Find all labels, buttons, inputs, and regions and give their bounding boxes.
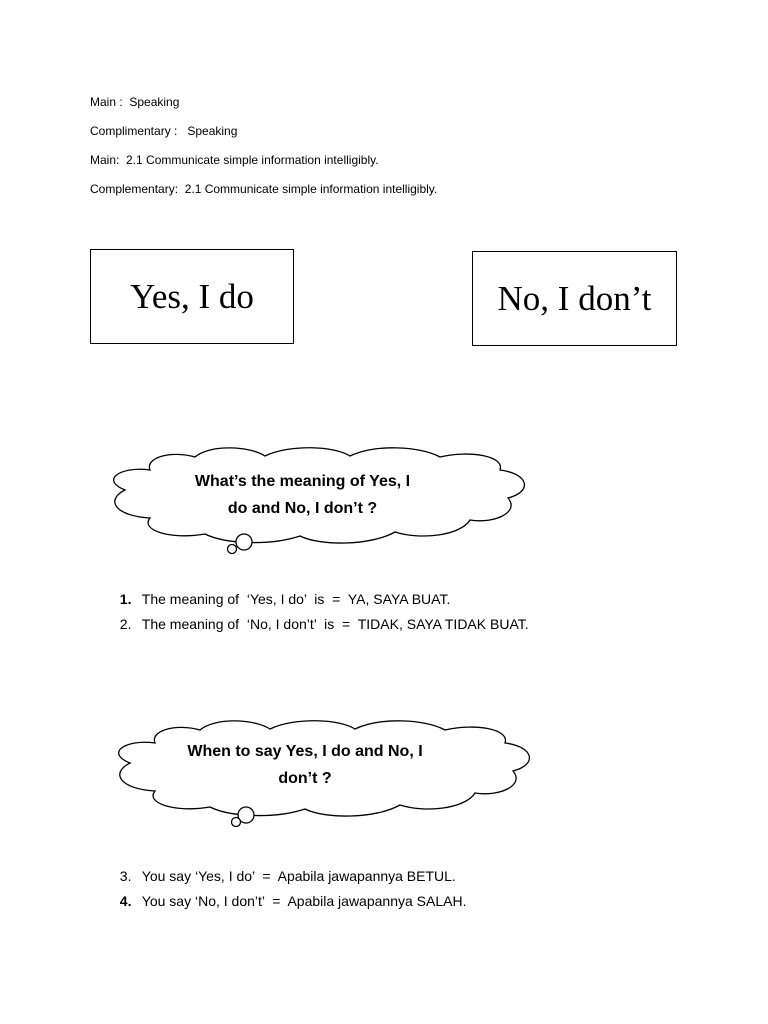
list-item-number: 4. <box>119 893 132 909</box>
cloud-question-1-line2: do and No, I don’t ? <box>227 500 378 517</box>
cloud-question-2-line2: don’t ? <box>278 770 332 787</box>
list-item-text: The meaning of ‘No, I don’t’ is = TIDAK, SAYA TIDAK BUAT. <box>141 616 529 632</box>
header-main-objective: Main: 2.1 Communicate simple information intelligibly. <box>90 153 379 167</box>
yes-i-do-box: Yes, I do <box>90 249 294 344</box>
header-complementary-objective: Complementary: 2.1 Communicate simple information intelligibly. <box>90 182 438 196</box>
list-item-text: You say ‘No, I don’t’ = Apabila jawapannya SALAH. <box>141 893 467 909</box>
list-item-number: 2. <box>119 616 132 632</box>
cloud-question-1 <box>150 468 455 522</box>
list-item-number: 3. <box>119 868 132 884</box>
cloud-question-1-line1: What’s the meaning of Yes, I <box>194 473 411 490</box>
list-item-text: You say ‘Yes, I do’ = Apabila jawapannya BETUL. <box>141 868 456 884</box>
list-item-number: 1. <box>119 591 132 607</box>
cloud-question-2-line1: When to say Yes, I do and No, I <box>187 743 423 760</box>
list-item-text: The meaning of ‘Yes, I do’ is = YA, SAYA BUAT. <box>141 591 451 607</box>
cloud-question-2 <box>155 738 455 792</box>
header-main: Main : Speaking <box>90 95 180 109</box>
no-i-dont-box: No, I don’t <box>472 251 677 346</box>
header-complimentary: Complimentary : Speaking <box>90 124 238 138</box>
list-item <box>112 874 466 910</box>
list-item <box>112 597 529 633</box>
